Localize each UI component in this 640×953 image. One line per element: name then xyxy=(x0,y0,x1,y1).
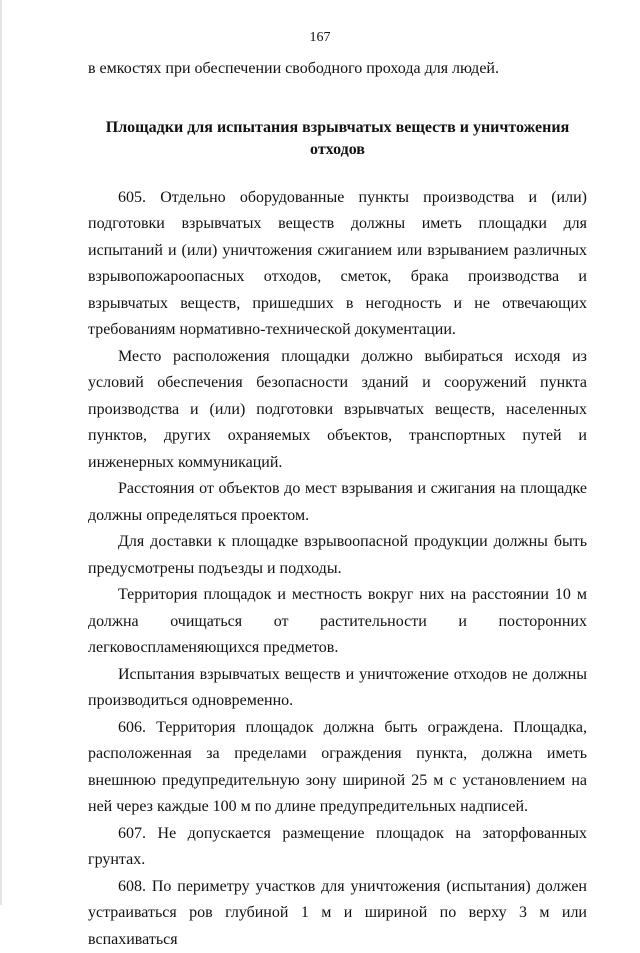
paragraph-608: 608. По периметру участков для уничтожения (испытания) должен устраиваться ров глубиной 1 м и шириной по верху 3 м или вспахиваться xyxy=(88,874,587,953)
document-body xyxy=(88,56,587,953)
paragraph-territory: Территория площадок и местность вокруг них на расстоянии 10 м должна очищаться от растительности и посторонних легковоспламеняющихся предметов. xyxy=(88,582,587,662)
page-edge xyxy=(0,0,2,905)
carryover-line: в емкостях при обеспечении свободного прохода для людей. xyxy=(88,56,587,83)
paragraph-607: 607. Не допускается размещение площадок на заторфованных грунтах. xyxy=(88,821,587,874)
paragraph-location: Место расположения площадки должно выбираться исходя из условий обеспечения безопасности зданий и сооружений пункта производства и (или) подготовки взрывчатых веществ, населенных пунктов, других охраняемых объектов, транспортных путей и инженерных коммуникаций. xyxy=(88,344,587,477)
paragraph-606: 606. Территория площадок должна быть ограждена. Площадка, расположенная за пределами ограждения пункта, должна иметь внешнюю предупредительную зону шириной 25 м с установлением на ней через каждые 100 м по длине предупредительных надписей. xyxy=(88,715,587,821)
paragraph-605: 605. Отдельно оборудованные пункты производства и (или) подготовки взрывчатых веществ должны иметь площадки для испытаний и (или) уничтожения сжиганием или взрыванием различных взрывопожароопасных отходов, сметок, брака производства и взрывчатых веществ, пришедших в негодность и не отвечающих требованиям нормативно-технической документации. xyxy=(88,185,587,344)
page-number: 167 xyxy=(0,30,640,46)
paragraph-testing: Испытания взрывчатых веществ и уничтожение отходов не должны производиться одновременно. xyxy=(88,662,587,715)
paragraph-access: Для доставки к площадке взрывоопасной продукции должны быть предусмотрены подъезды и подходы. xyxy=(88,529,587,582)
section-title: Площадки для испытания взрывчатых веществ и уничтожения отходов xyxy=(88,117,587,161)
paragraph-distances: Расстояния от объектов до мест взрывания и сжигания на площадке должны определяться проектом. xyxy=(88,476,587,529)
